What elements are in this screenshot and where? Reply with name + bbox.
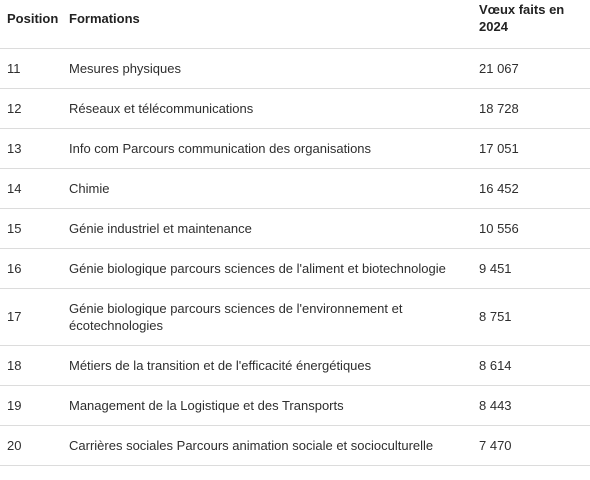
- cell-position: 11: [0, 48, 62, 88]
- column-header-voeux: Vœux faits en 2024: [472, 0, 590, 48]
- cell-voeux: 8 443: [472, 385, 590, 425]
- cell-voeux: 21 067: [472, 48, 590, 88]
- cell-formation: Mesures physiques: [62, 48, 472, 88]
- cell-voeux: 8 751: [472, 288, 590, 345]
- cell-voeux: 10 556: [472, 208, 590, 248]
- table-row: [0, 208, 590, 248]
- table-row: [0, 345, 590, 385]
- cell-position: 16: [0, 248, 62, 288]
- table-row: [0, 88, 590, 128]
- cell-formation: Info com Parcours communication des organisations: [62, 128, 472, 168]
- cell-position: 12: [0, 88, 62, 128]
- column-header-formations: Formations: [62, 0, 472, 48]
- cell-formation: Génie biologique parcours sciences de l'aliment et biotechnologie: [62, 248, 472, 288]
- cell-position: 19: [0, 385, 62, 425]
- cell-position: 18: [0, 345, 62, 385]
- cell-formation: Métiers de la transition et de l'efficacité énergétiques: [62, 345, 472, 385]
- cell-formation: Management de la Logistique et des Transports: [62, 385, 472, 425]
- cell-voeux: 18 728: [472, 88, 590, 128]
- cell-position: 13: [0, 128, 62, 168]
- cell-formation: Carrières sociales Parcours animation sociale et socioculturelle: [62, 425, 472, 465]
- cell-position: 15: [0, 208, 62, 248]
- table-row: [0, 48, 590, 88]
- table-row: [0, 385, 590, 425]
- column-header-position: Position: [0, 0, 62, 48]
- cell-formation: Génie biologique parcours sciences de l'environnement et écotechnologies: [62, 288, 472, 345]
- table-row: [0, 425, 590, 465]
- table-row: [0, 288, 590, 345]
- cell-position: 14: [0, 168, 62, 208]
- cell-position: 20: [0, 425, 62, 465]
- cell-voeux: 8 614: [472, 345, 590, 385]
- table-header-row: [0, 0, 590, 48]
- cell-formation: Chimie: [62, 168, 472, 208]
- table-row: [0, 248, 590, 288]
- cell-formation: Génie industriel et maintenance: [62, 208, 472, 248]
- cell-formation: Réseaux et télécommunications: [62, 88, 472, 128]
- cell-position: 17: [0, 288, 62, 345]
- cell-voeux: 17 051: [472, 128, 590, 168]
- cell-voeux: 16 452: [472, 168, 590, 208]
- table-row: [0, 128, 590, 168]
- table-row: [0, 168, 590, 208]
- cell-voeux: 9 451: [472, 248, 590, 288]
- cell-voeux: 7 470: [472, 425, 590, 465]
